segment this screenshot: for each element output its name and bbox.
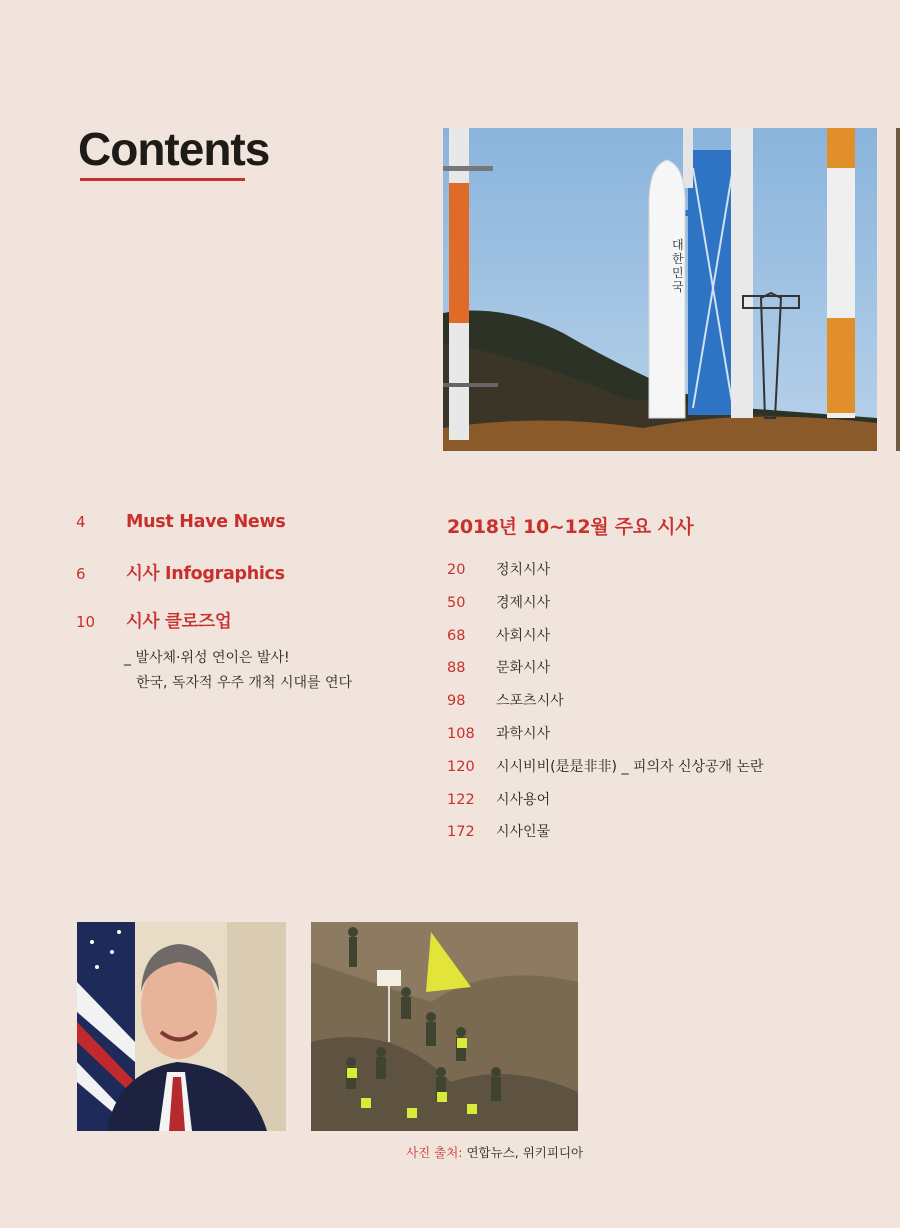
toc-page-number: 172 bbox=[447, 824, 475, 841]
toc-item-must-have-news[interactable] bbox=[76, 512, 406, 560]
toc-item-label: 과학시사 bbox=[496, 725, 551, 742]
photo-credit bbox=[406, 1143, 583, 1161]
toc-page-number: 122 bbox=[447, 791, 475, 808]
rocket-korea-lettering: 대한민국 bbox=[672, 238, 684, 294]
toc-page-number: 120 bbox=[447, 758, 475, 775]
toc-item-terms[interactable] bbox=[447, 789, 867, 822]
toc-item-debate[interactable] bbox=[447, 756, 867, 789]
toc-page-number: 6 bbox=[76, 565, 86, 583]
closeup-subtitle-line2: 한국, 독자적 우주 개척 시대를 연다 bbox=[136, 675, 353, 691]
toc-item-label: 시사인물 bbox=[496, 824, 551, 841]
toc-item-science[interactable] bbox=[447, 723, 867, 756]
photo-credit-sources: 연합뉴스, 위키피디아 bbox=[466, 1145, 584, 1160]
right-toc-heading: 2018년 10~12월 주요 시사 bbox=[447, 516, 694, 538]
toc-item-people[interactable] bbox=[447, 821, 867, 854]
toc-item-label: 시사 Infographics bbox=[126, 564, 285, 584]
toc-page-number: 88 bbox=[447, 660, 466, 677]
toc-page-number: 10 bbox=[76, 613, 96, 631]
toc-item-label: 경제시사 bbox=[496, 594, 551, 611]
toc-item-culture[interactable] bbox=[447, 657, 867, 690]
toc-item-label: 스포츠시사 bbox=[496, 693, 564, 710]
toc-item-label: 정치시사 bbox=[496, 562, 551, 578]
toc-item-economy[interactable] bbox=[447, 592, 867, 625]
page-title: Contents bbox=[78, 123, 270, 175]
title-underline bbox=[80, 178, 245, 181]
next-photo-edge bbox=[896, 128, 900, 451]
portrait-photo bbox=[77, 922, 286, 1131]
toc-item-label: 시사 클로즈업 bbox=[126, 612, 232, 632]
toc-item-label: 문화시사 bbox=[496, 660, 551, 677]
toc-page-number: 20 bbox=[447, 562, 466, 578]
toc-item-sports[interactable] bbox=[447, 690, 867, 723]
soldiers-photo bbox=[311, 922, 578, 1131]
toc-item-politics[interactable] bbox=[447, 559, 867, 592]
toc-page-number: 50 bbox=[447, 594, 466, 611]
closeup-subtitle bbox=[124, 646, 406, 696]
left-toc bbox=[76, 512, 406, 696]
toc-item-label: Must Have News bbox=[126, 512, 286, 532]
toc-item-label: 시시비비(是是非非) _ 피의자 신상공개 논란 bbox=[496, 758, 764, 775]
toc-item-label: 시사용어 bbox=[496, 791, 551, 808]
toc-page-number: 68 bbox=[447, 627, 466, 644]
toc-page-number: 4 bbox=[76, 513, 86, 531]
toc-item-infographics[interactable] bbox=[76, 560, 406, 608]
toc-item-label: 사회시사 bbox=[496, 627, 551, 644]
right-toc bbox=[447, 512, 867, 854]
closeup-subtitle-line1: _ 발사체·위성 연이은 발사! bbox=[124, 650, 290, 666]
toc-page-number: 108 bbox=[447, 725, 475, 742]
photo-credit-label: 사진 출처: bbox=[406, 1145, 463, 1160]
rocket-launch-photo bbox=[443, 128, 877, 451]
toc-item-society[interactable] bbox=[447, 625, 867, 658]
toc-page-number: 98 bbox=[447, 693, 466, 710]
